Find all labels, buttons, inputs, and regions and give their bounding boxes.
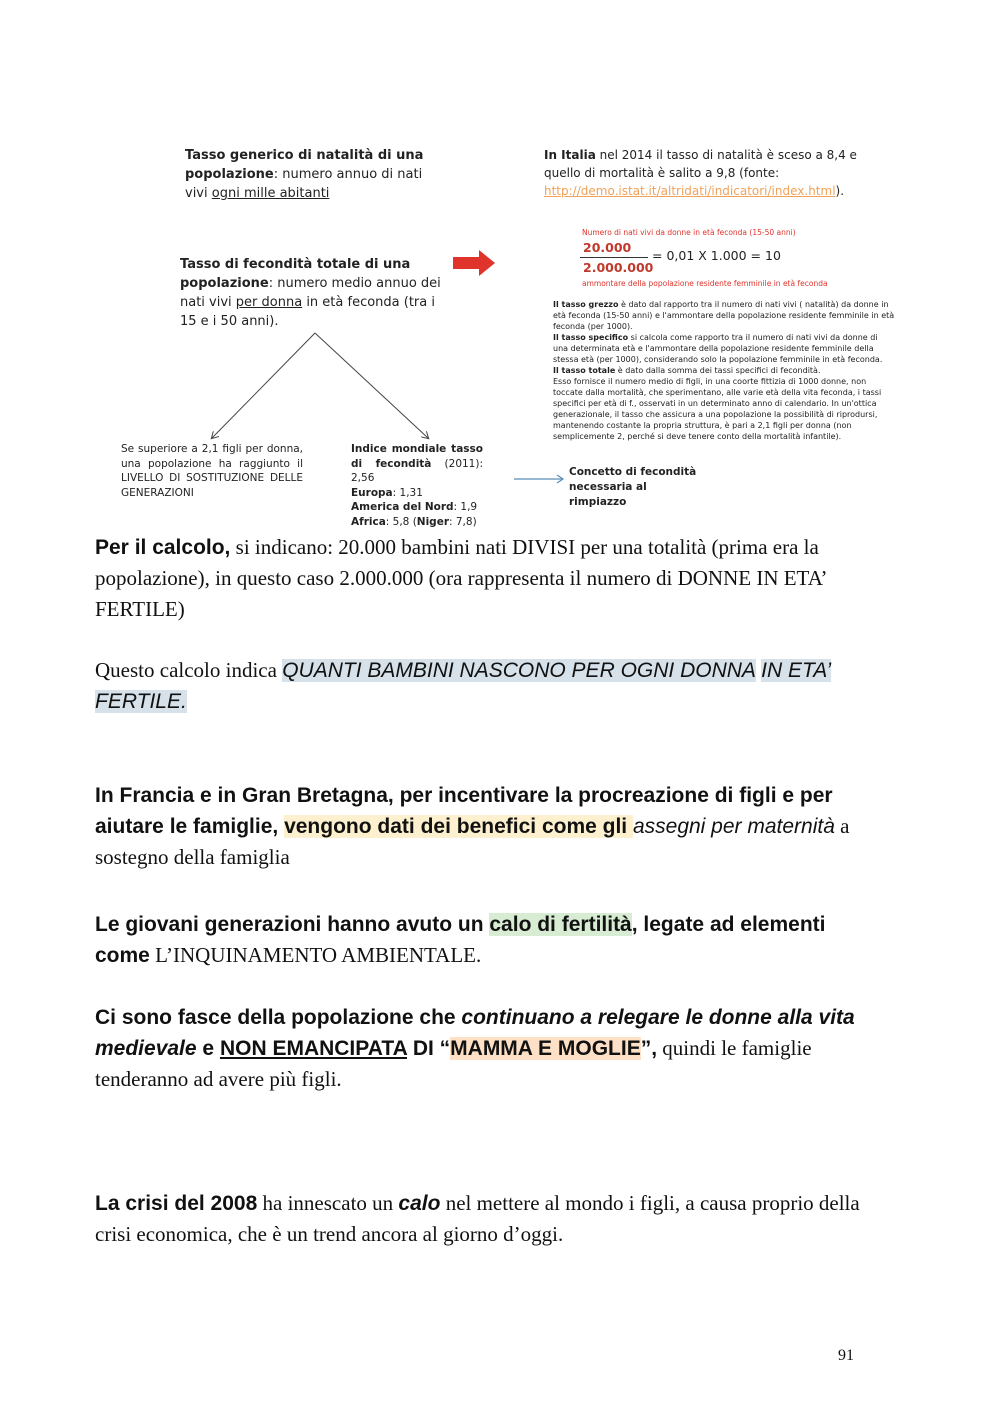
highlight-mother-wife: MAMMA E MOGLIE — [450, 1037, 641, 1060]
definition-crude-rate: Il tasso grezzo è dato dal rapporto tra il numero di nati vivi ( natalità) da donne in età feconda (15-50 anni) e l'ammontare della popolazione residente femminile in età feconda (per 1000). — [553, 300, 895, 331]
page-number: 91 — [838, 1347, 854, 1364]
paragraph-young-generations: Le giovani generazioni hanno avuto un calo di fertilità, legate ad elementi come L’INQUINAMENTO AMBIENTALE. — [95, 913, 826, 967]
fertility-europe: Europa: 1,31 — [351, 486, 423, 499]
paragraph-calculation: Per il calcolo, si indicano: 20.000 bambini nati DIVISI per una totalità (prima era la popolazione), in questo caso 2.000.000 (ora rappresenta il numero di DONNE IN ETA’ FERTILE) — [95, 535, 826, 621]
italy-statistics: In Italia nel 2014 il tasso di natalità è sceso a 8,4 e quello di mortalità è salito a 9,8 (fonte: http://demo.istat.it/altridati/indicatori/index.html). — [544, 148, 857, 198]
highlight-children-per-woman: QUANTI BAMBINI NASCONO PER OGNI DONNA — [282, 659, 756, 682]
formula-denominator-label: ammontare della popolazione residente femminile in età feconda — [582, 279, 828, 288]
formula-numerator-label: Numero di nati vivi da donne in età feconda (15-50 anni) — [582, 228, 796, 237]
birth-rate-definition: Tasso generico di natalità di una popolazione: numero annuo di nati vivi ogni mille abitanti — [185, 148, 424, 201]
paragraph-population-segments: Ci sono fasce della popolazione che continuano a relegare le donne alla vita medievale e NON EMANCIPATA DI “MAMMA E MOGLIE”, quindi le famiglie tenderanno ad avere più figli. — [95, 1006, 855, 1091]
definition-specific-rate: Il tasso specifico si calcola come rapporto tra il numero di nati vivi da donne di una determinata età e l'ammontare della popolazione residente femminile della stessa età (per 1000), considerando solo la popolazione femminile in età feconda. — [553, 333, 883, 364]
fertility-africa: Africa: 5,8 (Niger: 7,8) — [351, 515, 477, 528]
fraction-line — [580, 257, 648, 258]
replacement-concept: Concetto di fecondità necessaria al rimpiazzo — [569, 466, 697, 508]
red-arrow-icon — [453, 250, 495, 276]
definition-explanation: Esso fornisce il numero medio di figli, in una coorte fittizia di 1000 donne, non toccate dalla mortalità, che sperimentano, alle varie età della vita feconda, i tassi specifici per età di f., osservati in un determinato anno di calendario. In un'ottica generazionale, il tasso che assicura a una popolazione la possibilità di riprodursi, mantenendo costante la propria struttura, è pari a 2,1 figli per donna (non semplicemente 2, perché si deve tenere conto della mortalità infantile). — [553, 377, 882, 441]
definition-total-rate: Il tasso totale è dato dalla somma dei tassi specifici di fecondità. — [553, 366, 821, 375]
formula-numerator: 20.000 — [583, 240, 632, 255]
fertility-rate-definition: Tasso di fecondità totale di una popolazione: numero medio annuo dei nati vivi per donna in età feconda (tra i 15 e i 50 anni). — [180, 257, 441, 329]
rate-definitions — [553, 299, 895, 442]
world-fertility-index: Indice mondiale tasso di fecondità (2011): 2,56 Europa: 1,31 America del Nord: 1,9 Africa: 5,8 (Niger: 7,8) — [351, 443, 484, 528]
highlight-fertility-drop: calo di fertilità — [489, 913, 632, 936]
paragraph-2008-crisis: La crisi del 2008 ha innescato un calo nel mettere al mondo i figli, a causa proprio della crisi economica, che è un trend ancora al giorno d’oggi. — [95, 1191, 860, 1246]
istat-link[interactable]: http://demo.istat.it/altridati/indicatori/index.html — [544, 184, 836, 198]
formula-denominator: 2.000.000 — [583, 260, 654, 275]
branch-arrows — [200, 330, 440, 445]
birth-rate-term: Tasso generico di natalità di una popolazione — [185, 148, 424, 182]
replacement-level-note: Se superiore a 2,1 figli per donna, una popolazione ha raggiunto il LIVELLO DI SOSTITUZIONE DELLE GENERAZIONI — [121, 443, 303, 499]
fertility-north-america: America del Nord: 1,9 — [351, 501, 478, 513]
fertility-rate-term: Tasso di fecondità totale di una popolazione — [180, 257, 411, 291]
paragraph-calculation-meaning: Questo calcolo indica QUANTI BAMBINI NASCONO PER OGNI DONNA IN ETA’ FERTILE. — [95, 658, 832, 713]
highlight-benefits: vengono dati dei benefici come gli — [284, 815, 633, 838]
blue-arrow-icon — [514, 474, 566, 484]
paragraph-france-britain: In Francia e in Gran Bretagna, per incentivare la procreazione di figli e per aiutare le famiglie, vengono dati dei benefici come gli assegni per maternità a sostegno della famiglia — [95, 784, 850, 869]
formula-result: = 0,01 X 1.000 = 10 — [652, 248, 781, 263]
